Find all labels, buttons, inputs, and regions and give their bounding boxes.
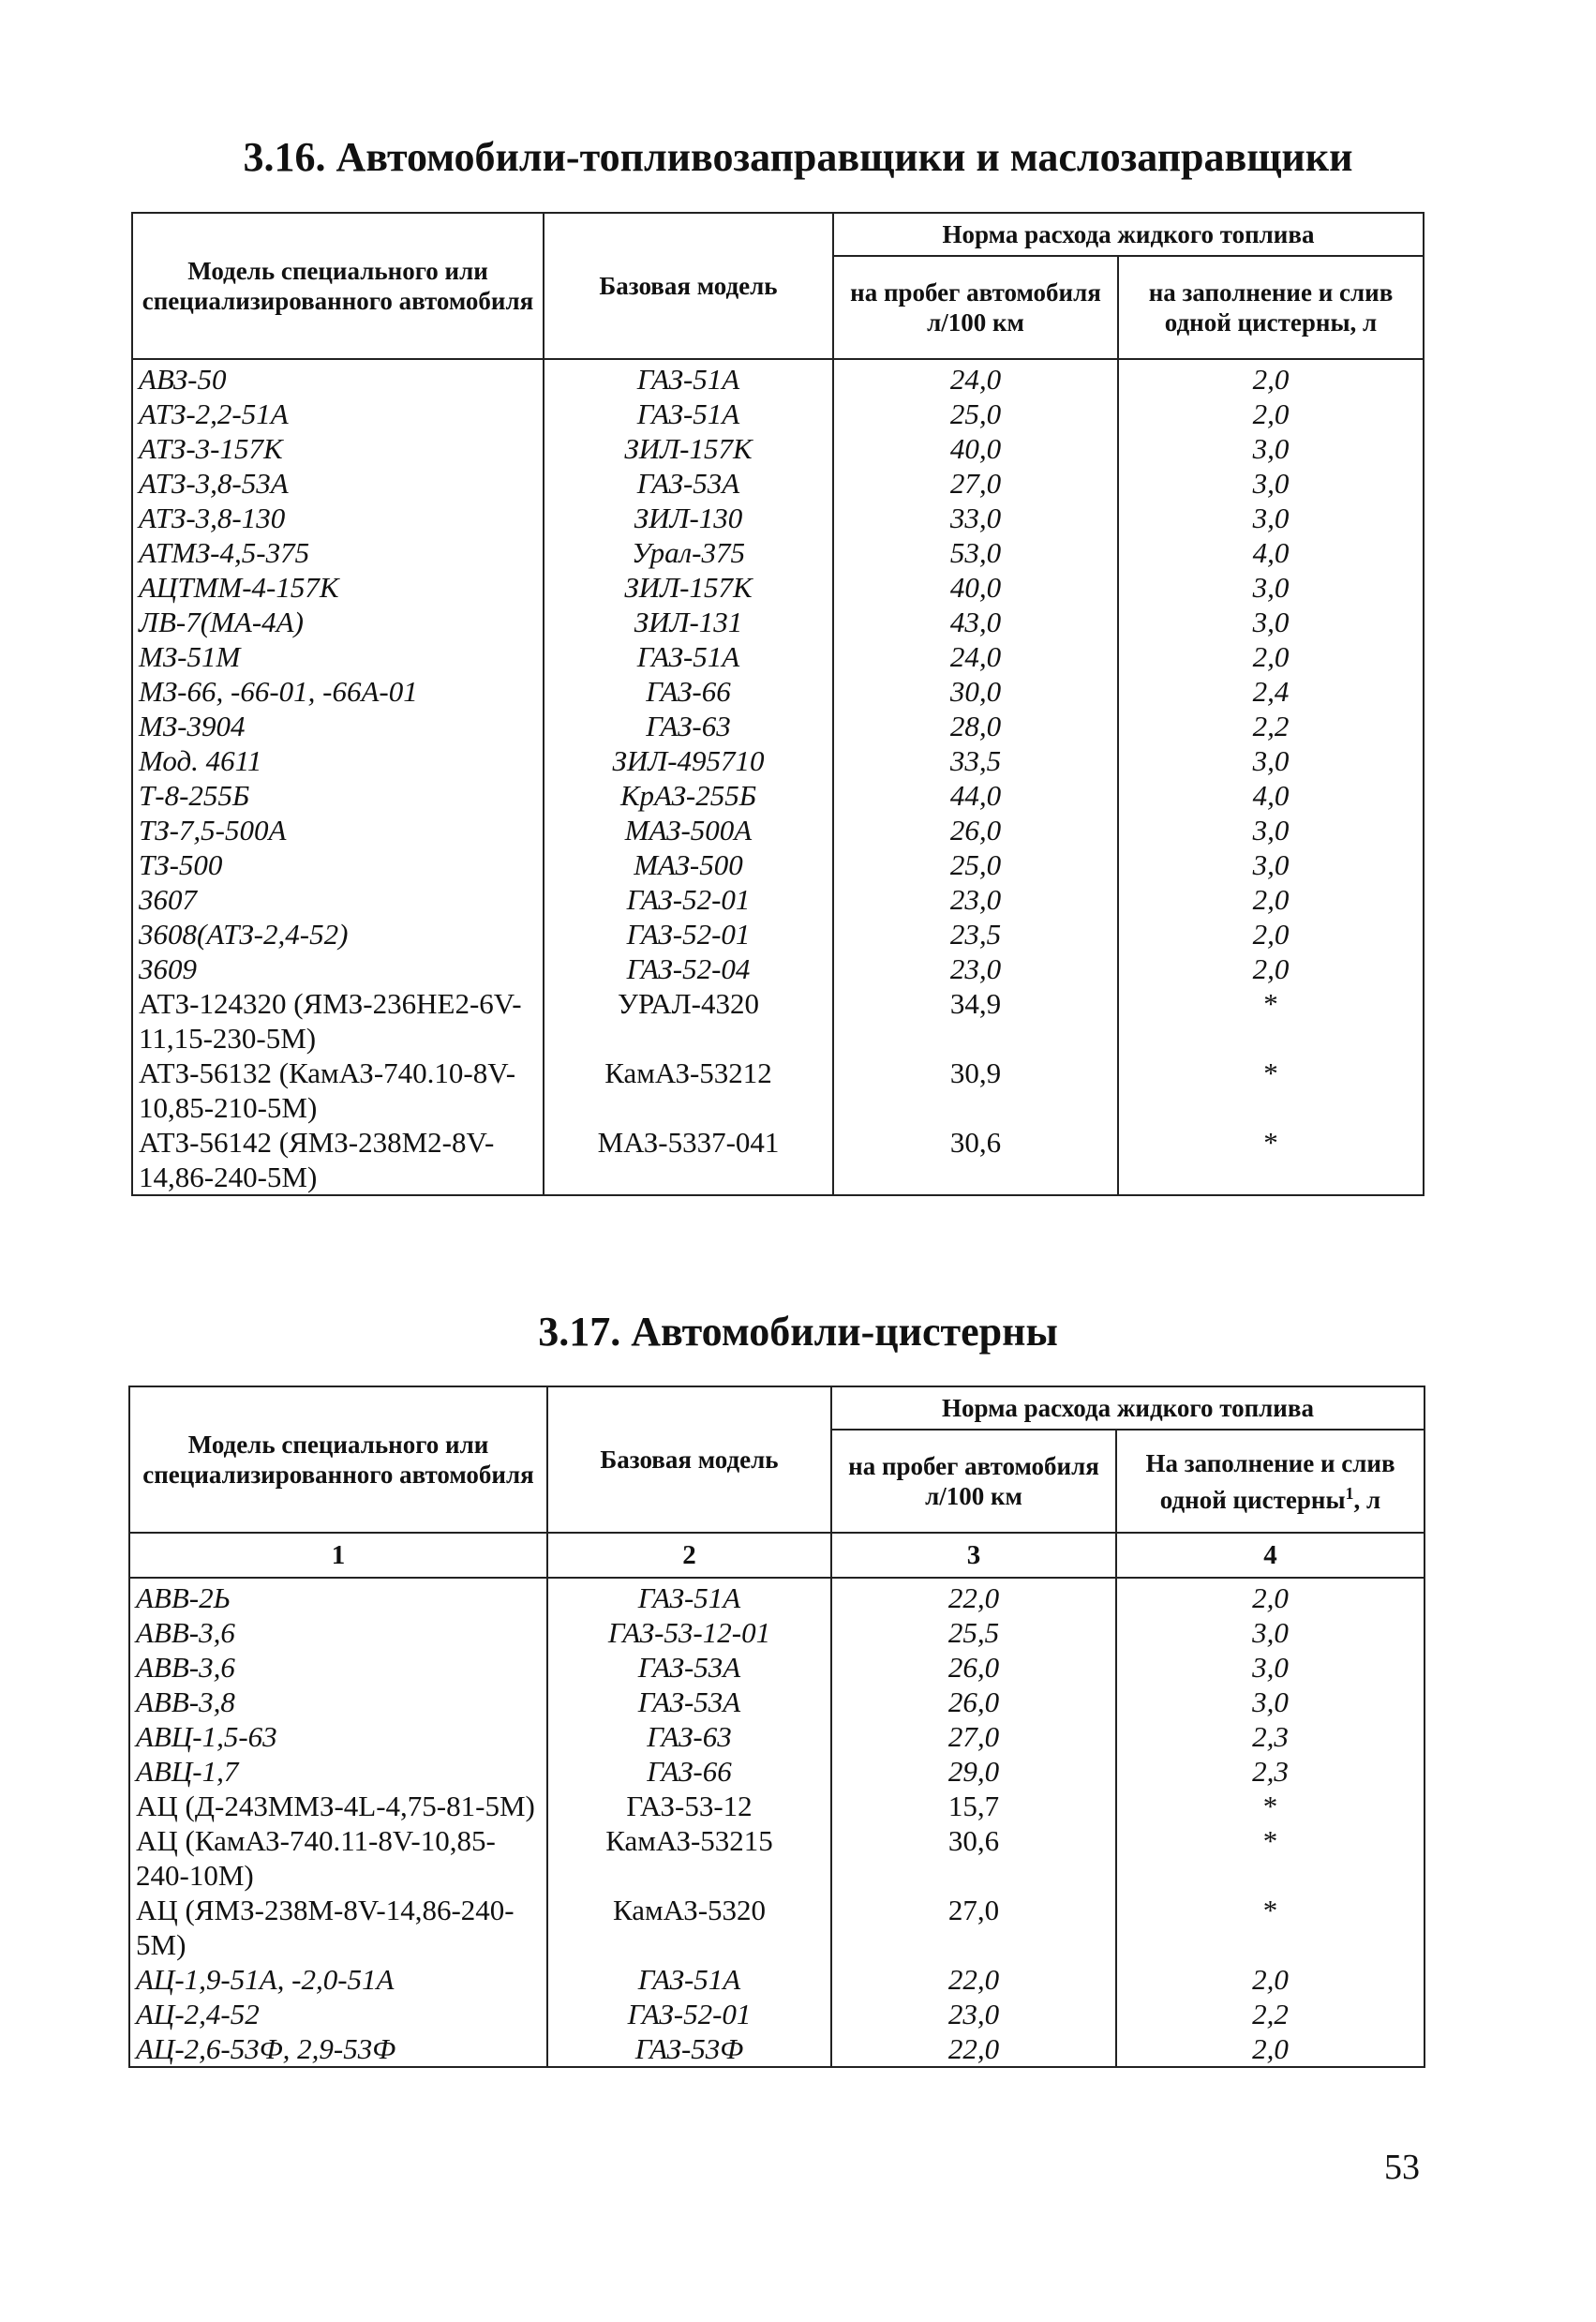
table-row: [132, 813, 1424, 847]
cell-base-model: ЗИЛ-157К: [544, 570, 833, 605]
table-row: [129, 1823, 1424, 1893]
cell-base-model: КамАЗ-53215: [547, 1823, 831, 1893]
cell-run-norm: 27,0: [833, 466, 1118, 501]
table-row: [132, 535, 1424, 570]
page-number: 53: [1384, 2148, 1420, 2187]
table-row: [129, 1997, 1424, 2031]
table-row: [129, 1578, 1424, 1615]
cell-model: АЦ-1,9-51А, -2,0-51А: [129, 1962, 547, 1997]
cell-fill-norm: 2,0: [1118, 639, 1424, 674]
table-row: [132, 570, 1424, 605]
cell-base-model: УРАЛ-4320: [544, 986, 833, 1056]
table-row: [132, 466, 1424, 501]
cell-model: АВВ-3,6: [129, 1615, 547, 1650]
cell-fill-norm: 2,3: [1116, 1719, 1424, 1754]
cell-model: МЗ-3904: [132, 709, 544, 743]
cell-fill-norm: 2,2: [1116, 1997, 1424, 2031]
cell-fill-norm: 3,0: [1118, 431, 1424, 466]
table-row: [129, 1893, 1424, 1962]
cell-run-norm: 30,0: [833, 674, 1118, 709]
cell-fill-norm: 2,3: [1116, 1754, 1424, 1789]
cell-run-norm: 26,0: [831, 1685, 1116, 1719]
cell-fill-norm: 2,2: [1118, 709, 1424, 743]
cell-model: ТЗ-7,5-500А: [132, 813, 544, 847]
cell-run-norm: 44,0: [833, 778, 1118, 813]
cell-fill-norm: 3,0: [1116, 1650, 1424, 1685]
cell-base-model: ГАЗ-53Ф: [547, 2031, 831, 2067]
cell-fill-norm: 2,4: [1118, 674, 1424, 709]
footnote-marker: 1: [1345, 1483, 1354, 1503]
cell-run-norm: 34,9: [833, 986, 1118, 1056]
table-row: [132, 917, 1424, 951]
header-model: Модель специального или специализированного автомобиля: [129, 1386, 547, 1533]
column-number: 2: [547, 1533, 831, 1578]
cell-base-model: ГАЗ-66: [547, 1754, 831, 1789]
cell-fill-norm: 3,0: [1116, 1615, 1424, 1650]
cell-run-norm: 30,6: [831, 1823, 1116, 1893]
cell-fill-norm: 2,0: [1116, 2031, 1424, 2067]
cell-model: 3607: [132, 882, 544, 917]
table-row: [129, 1962, 1424, 1997]
cell-model: Мод. 4611: [132, 743, 544, 778]
cell-base-model: ЗИЛ-131: [544, 605, 833, 639]
table-row: [129, 1719, 1424, 1754]
table-row: [132, 639, 1424, 674]
header-base-model: Базовая модель: [547, 1386, 831, 1533]
cell-run-norm: 40,0: [833, 431, 1118, 466]
cell-run-norm: 43,0: [833, 605, 1118, 639]
cell-fill-norm: 2,0: [1118, 882, 1424, 917]
cell-base-model: ГАЗ-51А: [544, 639, 833, 674]
cell-fill-norm: 2,0: [1118, 359, 1424, 397]
table-row: [129, 1754, 1424, 1789]
table-row: [132, 501, 1424, 535]
table-row: [129, 1685, 1424, 1719]
tank-truck-table-body: [129, 1578, 1424, 2067]
cell-base-model: Урал-375: [544, 535, 833, 570]
cell-run-norm: 40,0: [833, 570, 1118, 605]
cell-base-model: ГАЗ-51А: [544, 397, 833, 431]
cell-model: АТЗ-2,2-51А: [132, 397, 544, 431]
cell-fill-norm: 3,0: [1118, 743, 1424, 778]
header-fill-text: На заполнение и слив одной цистерны: [1145, 1448, 1395, 1514]
cell-fill-norm: *: [1116, 1823, 1424, 1893]
cell-model: АЦ (КамАЗ-740.11-8V-10,85-240-10М): [129, 1823, 547, 1893]
cell-base-model: МАЗ-500А: [544, 813, 833, 847]
cell-model: АЦ-2,4-52: [129, 1997, 547, 2031]
cell-run-norm: 33,5: [833, 743, 1118, 778]
cell-base-model: ГАЗ-51А: [547, 1578, 831, 1615]
cell-model: Т-8-255Б: [132, 778, 544, 813]
cell-run-norm: 24,0: [833, 639, 1118, 674]
table-row: [132, 397, 1424, 431]
table-row: [132, 709, 1424, 743]
cell-base-model: ЗИЛ-130: [544, 501, 833, 535]
cell-run-norm: 53,0: [833, 535, 1118, 570]
cell-fill-norm: *: [1116, 1789, 1424, 1823]
cell-model: АЦ (Д-243ММЗ-4L-4,75-81-5М): [129, 1789, 547, 1823]
column-number: 1: [129, 1533, 547, 1578]
column-number: 3: [831, 1533, 1116, 1578]
cell-run-norm: 25,0: [833, 847, 1118, 882]
cell-base-model: КамАЗ-5320: [547, 1893, 831, 1962]
cell-model: АВВ-3,8: [129, 1685, 547, 1719]
cell-model: АТЗ-3-157К: [132, 431, 544, 466]
cell-run-norm: 22,0: [831, 1962, 1116, 1997]
cell-base-model: ГАЗ-53А: [544, 466, 833, 501]
header-fill-norm: на заполнение и слив одной цистерны, л: [1118, 256, 1424, 359]
cell-base-model: ГАЗ-52-04: [544, 951, 833, 986]
cell-run-norm: 22,0: [831, 1578, 1116, 1615]
cell-fill-norm: 2,0: [1118, 397, 1424, 431]
header-model: Модель специального или специализированного автомобиля: [132, 213, 544, 359]
cell-model: АЦТММ-4-157К: [132, 570, 544, 605]
cell-fill-norm: 3,0: [1118, 605, 1424, 639]
cell-run-norm: 23,5: [833, 917, 1118, 951]
cell-run-norm: 29,0: [831, 1754, 1116, 1789]
cell-run-norm: 22,0: [831, 2031, 1116, 2067]
cell-run-norm: 26,0: [833, 813, 1118, 847]
fuel-tanker-table: [131, 212, 1424, 1196]
cell-fill-norm: 4,0: [1118, 535, 1424, 570]
header-fill-unit: , л: [1353, 1485, 1381, 1514]
table-row: [132, 986, 1424, 1056]
table-3-17-title: 3.17. Автомобили-цистерны: [538, 1309, 1058, 1355]
cell-fill-norm: 3,0: [1118, 847, 1424, 882]
table-row: [132, 1125, 1424, 1195]
cell-base-model: ЗИЛ-495710: [544, 743, 833, 778]
cell-run-norm: 23,0: [831, 1997, 1116, 2031]
cell-model: ЛВ-7(МА-4А): [132, 605, 544, 639]
cell-run-norm: 33,0: [833, 501, 1118, 535]
table-row: [129, 1789, 1424, 1823]
cell-model: АЦ-2,6-53Ф, 2,9-53Ф: [129, 2031, 547, 2067]
header-fuel-norm: Норма расхода жидкого топлива: [833, 213, 1424, 256]
header-fuel-norm: Норма расхода жидкого топлива: [831, 1386, 1424, 1430]
cell-run-norm: 25,5: [831, 1615, 1116, 1650]
cell-run-norm: 26,0: [831, 1650, 1116, 1685]
cell-fill-norm: *: [1118, 986, 1424, 1056]
cell-base-model: ГАЗ-63: [547, 1719, 831, 1754]
header-fill-norm: [1116, 1430, 1424, 1533]
cell-fill-norm: 3,0: [1118, 501, 1424, 535]
table-3-16-title: 3.16. Автомобили-топливозаправщики и маслозаправщики: [243, 134, 1353, 180]
tank-truck-table: [128, 1386, 1425, 2068]
cell-base-model: КрАЗ-255Б: [544, 778, 833, 813]
cell-base-model: КамАЗ-53212: [544, 1056, 833, 1125]
cell-fill-norm: 2,0: [1116, 1962, 1424, 1997]
cell-fill-norm: 3,0: [1118, 570, 1424, 605]
cell-model: АТМЗ-4,5-375: [132, 535, 544, 570]
table-row: [129, 2031, 1424, 2067]
cell-model: АВВ-2Ь: [129, 1578, 547, 1615]
cell-fill-norm: 3,0: [1118, 813, 1424, 847]
cell-fill-norm: *: [1118, 1056, 1424, 1125]
header-run-norm: на пробег автомобиля л/100 км: [833, 256, 1118, 359]
table-row: [132, 951, 1424, 986]
header-base-model: Базовая модель: [544, 213, 833, 359]
cell-model: АТЗ-3,8-53А: [132, 466, 544, 501]
cell-model: АТЗ-124320 (ЯМЗ-236НЕ2-6V-11,15-230-5М): [132, 986, 544, 1056]
cell-fill-norm: 4,0: [1118, 778, 1424, 813]
table-row: [132, 605, 1424, 639]
cell-model: АТЗ-3,8-130: [132, 501, 544, 535]
cell-run-norm: 30,6: [833, 1125, 1118, 1195]
cell-base-model: ГАЗ-51А: [547, 1962, 831, 1997]
cell-base-model: МАЗ-500: [544, 847, 833, 882]
cell-run-norm: 24,0: [833, 359, 1118, 397]
cell-base-model: ЗИЛ-157К: [544, 431, 833, 466]
cell-base-model: ГАЗ-53-12-01: [547, 1615, 831, 1650]
cell-run-norm: 23,0: [833, 882, 1118, 917]
cell-base-model: ГАЗ-52-01: [544, 917, 833, 951]
cell-model: АВЦ-1,5-63: [129, 1719, 547, 1754]
cell-fill-norm: *: [1118, 1125, 1424, 1195]
column-number: 4: [1116, 1533, 1424, 1578]
cell-model: АТЗ-56142 (ЯМЗ-238М2-8V-14,86-240-5М): [132, 1125, 544, 1195]
cell-base-model: ГАЗ-52-01: [547, 1997, 831, 2031]
cell-model: МЗ-51М: [132, 639, 544, 674]
table-row: [129, 1650, 1424, 1685]
cell-fill-norm: 3,0: [1118, 466, 1424, 501]
table-row: [132, 359, 1424, 397]
cell-fill-norm: *: [1116, 1893, 1424, 1962]
cell-run-norm: 28,0: [833, 709, 1118, 743]
cell-fill-norm: 3,0: [1116, 1685, 1424, 1719]
table-row: [132, 882, 1424, 917]
table-row: [132, 431, 1424, 466]
cell-model: ТЗ-500: [132, 847, 544, 882]
cell-model: АЦ (ЯМЗ-238М-8V-14,86-240-5М): [129, 1893, 547, 1962]
cell-base-model: ГАЗ-53-12: [547, 1789, 831, 1823]
header-run-norm: на пробег автомобиля л/100 км: [831, 1430, 1116, 1533]
cell-fill-norm: 2,0: [1116, 1578, 1424, 1615]
cell-model: 3608(АТЗ-2,4-52): [132, 917, 544, 951]
table-row: [132, 847, 1424, 882]
cell-model: АВЗ-50: [132, 359, 544, 397]
cell-fill-norm: 2,0: [1118, 917, 1424, 951]
cell-base-model: ГАЗ-51А: [544, 359, 833, 397]
cell-run-norm: 15,7: [831, 1789, 1116, 1823]
cell-run-norm: 30,9: [833, 1056, 1118, 1125]
cell-base-model: МАЗ-5337-041: [544, 1125, 833, 1195]
cell-run-norm: 23,0: [833, 951, 1118, 986]
cell-model: МЗ-66, -66-01, -66А-01: [132, 674, 544, 709]
fuel-tanker-table-body: [132, 359, 1424, 1195]
table-row: [132, 674, 1424, 709]
cell-model: 3609: [132, 951, 544, 986]
cell-run-norm: 27,0: [831, 1719, 1116, 1754]
cell-base-model: ГАЗ-53А: [547, 1685, 831, 1719]
cell-fill-norm: 2,0: [1118, 951, 1424, 986]
cell-run-norm: 27,0: [831, 1893, 1116, 1962]
cell-base-model: ГАЗ-66: [544, 674, 833, 709]
cell-base-model: ГАЗ-53А: [547, 1650, 831, 1685]
table-row: [132, 743, 1424, 778]
cell-model: АТЗ-56132 (КамАЗ-740.10-8V-10,85-210-5М): [132, 1056, 544, 1125]
cell-base-model: ГАЗ-52-01: [544, 882, 833, 917]
cell-model: АВЦ-1,7: [129, 1754, 547, 1789]
table-row: [129, 1615, 1424, 1650]
cell-run-norm: 25,0: [833, 397, 1118, 431]
table-row: [132, 1056, 1424, 1125]
table-row: [132, 778, 1424, 813]
cell-base-model: ГАЗ-63: [544, 709, 833, 743]
cell-model: АВВ-3,6: [129, 1650, 547, 1685]
